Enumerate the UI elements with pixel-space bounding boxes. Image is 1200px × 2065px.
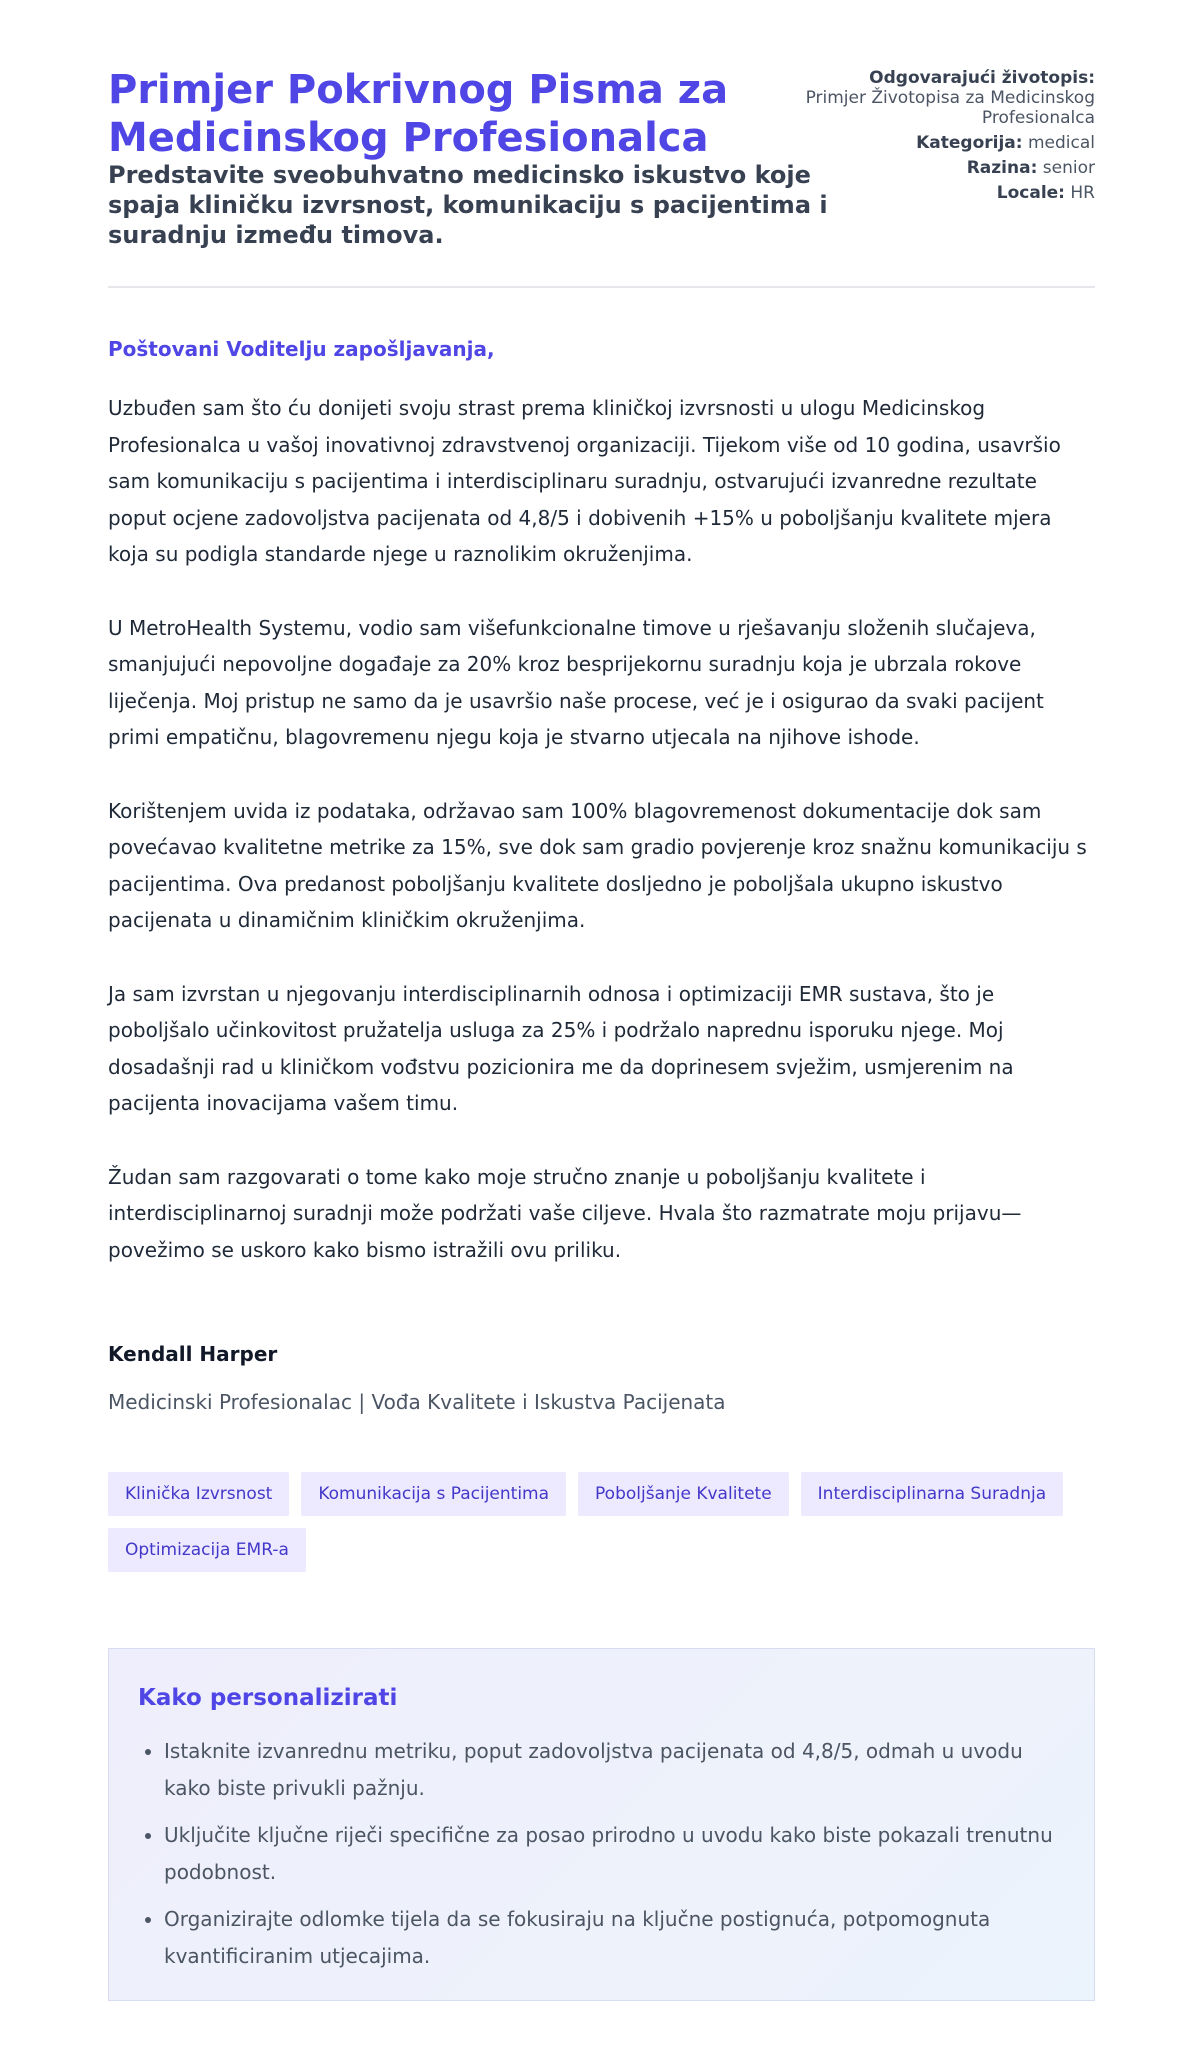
meta-resume-label: Odgovarajući životopis: [869,68,1095,88]
tip-item: • Uključite ključne riječi specifične za posao prirodno u uvodu kako biste pokazali trenutnu podobnost. [164,1817,1064,1891]
tip-item: • Istaknite izvanrednu metriku, poput zadovoljstva pacijenata od 4,8/5, odmah u uvodu kako biste privukli pažnju. [164,1733,1064,1807]
content-column [108,0,1095,1968]
meta-resume [765,68,1095,128]
meta-locale [765,183,1095,203]
meta-level-label: Razina: [966,158,1038,178]
letter-paragraph: U MetroHealth Systemu, vodio sam višefunkcionalne timove u rješavanju složenih slučajeva, smanjujući nepovoljne događaje za 20% kroz besprijekornu suradnju koja je ubrzala rokove liječenja. Moj pristup ne samo da je usavršio naše procese, već je i osigurao da svaki pacijent primi empatičnu, blagovremenu njegu koja je stvarno utjecala na njihove ishode. [108,615,1044,749]
meta-locale-value: HR [1070,183,1095,203]
page-title: Primjer Pokrivnog Pisma za Medicinskog Profesionalca [108,67,729,161]
skill-tag: Klinička Izvrsnost [108,1472,289,1516]
personalization-tips [108,1648,1095,2001]
letter-paragraph: Korištenjem uvida iz podataka, održavao sam 100% blagovremenost dokumentacije dok sam povećavao kvalitetne metrike za 15%, sve dok sam gradio povjerenje kroz snažnu komunikaciju s pacijentima. Ova predanost poboljšanju kvalitete dosljedno je poboljšala ukupno iskustvo pacijenata u dinamičnim kliničkim okruženjima. [108,798,1087,932]
meta-category [765,133,1095,153]
skill-tag: Poboljšanje Kvalitete [578,1472,789,1516]
meta-level-value: senior [1042,158,1095,178]
page-header [108,0,1095,288]
letter-greeting: Poštovani Voditelju zapošljavanja, [108,337,495,361]
meta-panel [765,68,1095,208]
signature-name: Kendall Harper [108,1342,278,1366]
tip-item: • Organizirajte odlomke tijela da se fokusiraju na ključne postignuća, potpomognuta kvantificiranim utjecajima. [164,1901,1064,1975]
letter-paragraph: Žudan sam razgovarati o tome kako moje stručno znanje u poboljšanju kvalitete i interdisciplinarnoj suradnji može podržati vaše ciljeve. Hvala što razmatrate moju prijavu—povežimo se uskoro kako bismo istražili ovu priliku. [108,1164,1022,1262]
skill-tag: Optimizacija EMR-a [108,1528,306,1572]
meta-resume-link[interactable]: Primjer Životopisa za Medicinskog Profesionalca [805,88,1095,128]
letter-paragraph: Ja sam izvrstan u njegovanju interdisciplinarnih odnosa i optimizaciji EMR sustava, što je poboljšalo učinkovitost pružatelja usluga za 25% i podržalo naprednu isporuku njege. Moj dosadašnji rad u kliničkom vođstvu pozicionira me da doprinesem svježim, usmjerenim na pacijenta inovacijama vašem timu. [108,981,1014,1115]
signature-block [108,1340,726,1416]
page-subtitle: Predstavite sveobuhvatno medicinsko iskustvo koje spaja kliničku izvrsnost, komunikaciju s pacijentima i suradnju između timova. [108,161,828,249]
tips-list [138,1733,1064,1985]
skill-tag: Interdisciplinarna Suradnja [801,1472,1063,1516]
meta-category-value: medical [1027,133,1095,153]
letter-body [108,390,1095,1305]
letter-paragraph: Uzbuđen sam što ću donijeti svoju strast prema kliničkoj izvrsnosti u ulogu Medicinskog Profesionalca u vašoj inovativnoj zdravstvenoj organizaciji. Tijekom više od 10 godina, usavršio sam komunikaciju s pacijentima i interdisciplinaru suradnju, ostvarujući izvanredne rezultate poput ocjene zadovoljstva pacijenata od 4,8/5 i dobivenih +15% u poboljšanju kvalitete mjera koja su podigla standarde njege u raznolikim okruženjima. [108,396,1061,566]
tips-heading: Kako personalizirati [138,1685,398,1711]
skill-tags [108,1472,1095,1572]
signature-title: Medicinski Profesionalac | Vođa Kvalitete i Iskustva Pacijenata [108,1390,726,1414]
meta-level [765,158,1095,178]
skill-tag: Komunikacija s Pacijentima [301,1472,566,1516]
meta-category-label: Kategorija: [916,133,1023,153]
meta-locale-label: Locale: [996,183,1065,203]
